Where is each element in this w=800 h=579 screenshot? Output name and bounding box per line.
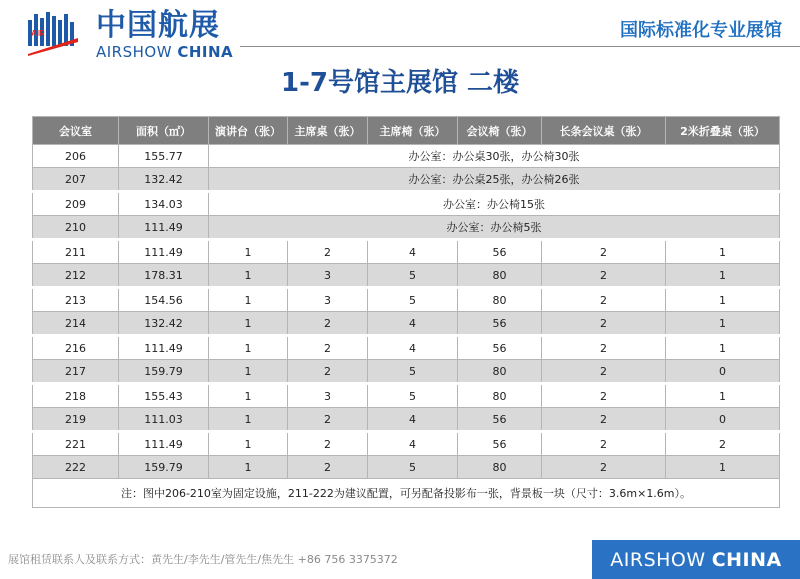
- cell-room: 211: [33, 240, 119, 264]
- table-row: [33, 168, 780, 192]
- cell-chair-seat: 4: [368, 432, 458, 456]
- cell-chair-table: 2: [288, 312, 368, 336]
- cell-podium: 1: [209, 312, 288, 336]
- table-note-row: [33, 479, 780, 508]
- cell-meeting-chair: 80: [458, 288, 542, 312]
- cell-fold-table: 2: [666, 432, 780, 456]
- page-title: 1-7号馆主展馆 二楼: [280, 68, 520, 98]
- cell-area: 132.42: [119, 168, 209, 192]
- cell-chair-table: 2: [288, 432, 368, 456]
- cell-fold-table: 0: [666, 360, 780, 384]
- cell-room: 221: [33, 432, 119, 456]
- cell-meeting-chair: 56: [458, 240, 542, 264]
- cell-area: 111.49: [119, 432, 209, 456]
- table-row: [33, 264, 780, 288]
- cell-area: 111.03: [119, 408, 209, 432]
- cell-room: 209: [33, 192, 119, 216]
- cell-fold-table: 1: [666, 240, 780, 264]
- cell-area: 154.56: [119, 288, 209, 312]
- cell-podium: 1: [209, 408, 288, 432]
- cell-chair-seat: 5: [368, 456, 458, 479]
- col-header: 主席桌（张）: [288, 117, 368, 145]
- table-row: [33, 456, 780, 479]
- table-row: [33, 336, 780, 360]
- cell-chair-table: 2: [288, 456, 368, 479]
- logo: [10, 8, 240, 60]
- cell-room: 207: [33, 168, 119, 192]
- col-header: 会议椅（张）: [458, 117, 542, 145]
- airshow-emblem-icon: [26, 10, 80, 56]
- header-divider: [240, 46, 800, 47]
- cell-meeting-chair: 80: [458, 384, 542, 408]
- cell-podium: 1: [209, 288, 288, 312]
- cell-area: 155.43: [119, 384, 209, 408]
- cell-room: 219: [33, 408, 119, 432]
- cell-room: 206: [33, 145, 119, 168]
- cell-long-table: 2: [542, 336, 666, 360]
- col-header: 2米折叠桌（张）: [666, 117, 780, 145]
- cell-fold-table: 1: [666, 264, 780, 288]
- cell-room: 217: [33, 360, 119, 384]
- room-table: [32, 116, 780, 508]
- cell-podium: 1: [209, 264, 288, 288]
- table-row: [33, 240, 780, 264]
- table-header-row: [33, 117, 780, 145]
- cell-chair-table: 3: [288, 384, 368, 408]
- cell-area: 132.42: [119, 312, 209, 336]
- cell-podium: 1: [209, 240, 288, 264]
- cell-meeting-chair: 56: [458, 432, 542, 456]
- table-row: [33, 288, 780, 312]
- cell-area: 134.03: [119, 192, 209, 216]
- cell-room: 212: [33, 264, 119, 288]
- cell-area: 111.49: [119, 336, 209, 360]
- cell-chair-seat: 4: [368, 312, 458, 336]
- cell-area: 111.49: [119, 240, 209, 264]
- cell-area: 159.79: [119, 360, 209, 384]
- cell-chair-table: 3: [288, 288, 368, 312]
- cell-chair-seat: 4: [368, 240, 458, 264]
- cell-chair-table: 2: [288, 360, 368, 384]
- footer-brand: AIRSHOW CHINA: [592, 540, 800, 579]
- cell-meeting-chair: 56: [458, 408, 542, 432]
- logo-english-text: AIRSHOW CHINA: [96, 43, 234, 61]
- cell-fold-table: 1: [666, 384, 780, 408]
- col-header: 面积（㎡）: [119, 117, 209, 145]
- cell-fold-table: 1: [666, 288, 780, 312]
- cell-fixed-desc: 办公室：办公椅15张: [209, 192, 780, 216]
- table-row: [33, 384, 780, 408]
- cell-meeting-chair: 56: [458, 312, 542, 336]
- cell-room: 210: [33, 216, 119, 240]
- col-header: 长条会议桌（张）: [542, 117, 666, 145]
- cell-long-table: 2: [542, 408, 666, 432]
- cell-area: 155.77: [119, 145, 209, 168]
- cell-chair-seat: 5: [368, 384, 458, 408]
- logo-chinese-text: 中国航展: [96, 8, 220, 43]
- table-row: [33, 360, 780, 384]
- svg-text:AIR: AIR: [31, 29, 45, 38]
- cell-fixed-desc: 办公室：办公椅5张: [209, 216, 780, 240]
- cell-fixed-desc: 办公室：办公桌25张，办公椅26张: [209, 168, 780, 192]
- cell-fixed-desc: 办公室：办公桌30张，办公椅30张: [209, 145, 780, 168]
- col-header: 会议室: [33, 117, 119, 145]
- cell-area: 111.49: [119, 216, 209, 240]
- cell-long-table: 2: [542, 312, 666, 336]
- col-header: 主席椅（张）: [368, 117, 458, 145]
- cell-fold-table: 1: [666, 456, 780, 479]
- cell-meeting-chair: 56: [458, 336, 542, 360]
- cell-podium: 1: [209, 432, 288, 456]
- header-right-title: 国际标准化专业展馆: [620, 20, 782, 41]
- cell-chair-table: 2: [288, 408, 368, 432]
- cell-chair-table: 3: [288, 264, 368, 288]
- cell-podium: 1: [209, 384, 288, 408]
- cell-fold-table: 1: [666, 312, 780, 336]
- cell-chair-seat: 5: [368, 288, 458, 312]
- cell-room: 214: [33, 312, 119, 336]
- cell-podium: 1: [209, 360, 288, 384]
- table-row: [33, 145, 780, 168]
- cell-long-table: 2: [542, 384, 666, 408]
- table-row: [33, 216, 780, 240]
- cell-podium: 1: [209, 336, 288, 360]
- cell-area: 159.79: [119, 456, 209, 479]
- cell-chair-seat: 4: [368, 408, 458, 432]
- cell-chair-table: 2: [288, 240, 368, 264]
- cell-chair-seat: 4: [368, 336, 458, 360]
- cell-fold-table: 1: [666, 336, 780, 360]
- cell-long-table: 2: [542, 456, 666, 479]
- cell-meeting-chair: 80: [458, 360, 542, 384]
- cell-long-table: 2: [542, 240, 666, 264]
- cell-chair-seat: 5: [368, 360, 458, 384]
- cell-area: 178.31: [119, 264, 209, 288]
- cell-long-table: 2: [542, 264, 666, 288]
- cell-room: 213: [33, 288, 119, 312]
- cell-room: 222: [33, 456, 119, 479]
- cell-long-table: 2: [542, 288, 666, 312]
- cell-chair-table: 2: [288, 336, 368, 360]
- cell-long-table: 2: [542, 432, 666, 456]
- cell-fold-table: 0: [666, 408, 780, 432]
- cell-room: 218: [33, 384, 119, 408]
- table-row: [33, 192, 780, 216]
- col-header: 演讲台（张）: [209, 117, 288, 145]
- cell-room: 216: [33, 336, 119, 360]
- cell-long-table: 2: [542, 360, 666, 384]
- cell-meeting-chair: 80: [458, 264, 542, 288]
- cell-chair-seat: 5: [368, 264, 458, 288]
- table-row: [33, 312, 780, 336]
- footer-contact: 展馆租赁联系人及联系方式：黄先生/李先生/管先生/焦先生 +86 756 3375372: [8, 553, 398, 566]
- table-row: [33, 432, 780, 456]
- cell-meeting-chair: 80: [458, 456, 542, 479]
- table-note: 注：图中206-210室为固定设施，211-222为建议配置，可另配备投影布一张，背景板一块（尺寸：3.6m×1.6m）。: [33, 479, 780, 508]
- cell-podium: 1: [209, 456, 288, 479]
- table-row: [33, 408, 780, 432]
